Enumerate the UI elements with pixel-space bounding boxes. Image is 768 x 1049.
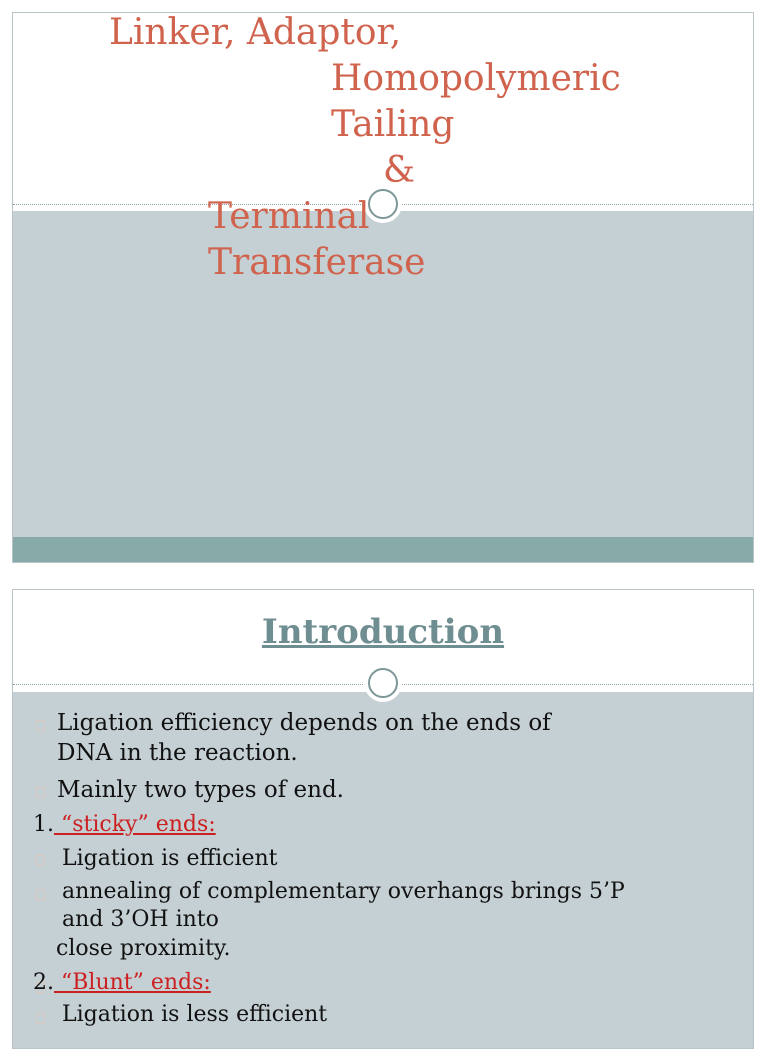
title-slide	[12, 12, 754, 563]
ring-ornament-icon	[364, 664, 402, 702]
bullet-text: Ligation is less efficient	[62, 1002, 328, 1027]
bullet-text-continued: close proximity.	[56, 936, 231, 961]
bullet-text: Mainly two types of end.	[57, 777, 344, 803]
section-label: “Blunt” ends:	[54, 970, 211, 995]
section-label: “sticky” ends:	[54, 812, 216, 837]
title-line-1: Linker, Adaptor,	[109, 12, 402, 53]
bullet-icon	[36, 889, 45, 900]
title-line-2: Homopolymeric	[331, 58, 621, 99]
section-number: 2.	[33, 970, 54, 995]
bullet-text-continued: DNA in the reaction.	[57, 740, 298, 766]
bullet-icon	[36, 787, 45, 798]
introduction-slide	[12, 589, 754, 1049]
bullet-icon	[36, 1013, 45, 1024]
slide-title: Introduction	[261, 612, 505, 652]
bullet-text: annealing of complementary overhangs brings 5’P	[62, 879, 625, 904]
bullet-text: Ligation is efficient	[62, 846, 278, 871]
bullet-icon	[36, 720, 45, 731]
title-line-6: Transferase	[208, 242, 426, 283]
section-heading	[33, 811, 216, 839]
bullet-text: Ligation efficiency depends on the ends of	[57, 710, 551, 736]
bullet-text-continued: and 3’OH into	[62, 907, 219, 932]
section-number: 1.	[33, 812, 54, 837]
title-line-5: Terminal	[208, 196, 370, 237]
section-heading	[33, 969, 211, 997]
bullet-icon	[36, 855, 45, 866]
title-line-3: Tailing	[331, 104, 455, 145]
title-line-4: &	[383, 150, 416, 191]
slide-footer-band	[13, 537, 753, 563]
